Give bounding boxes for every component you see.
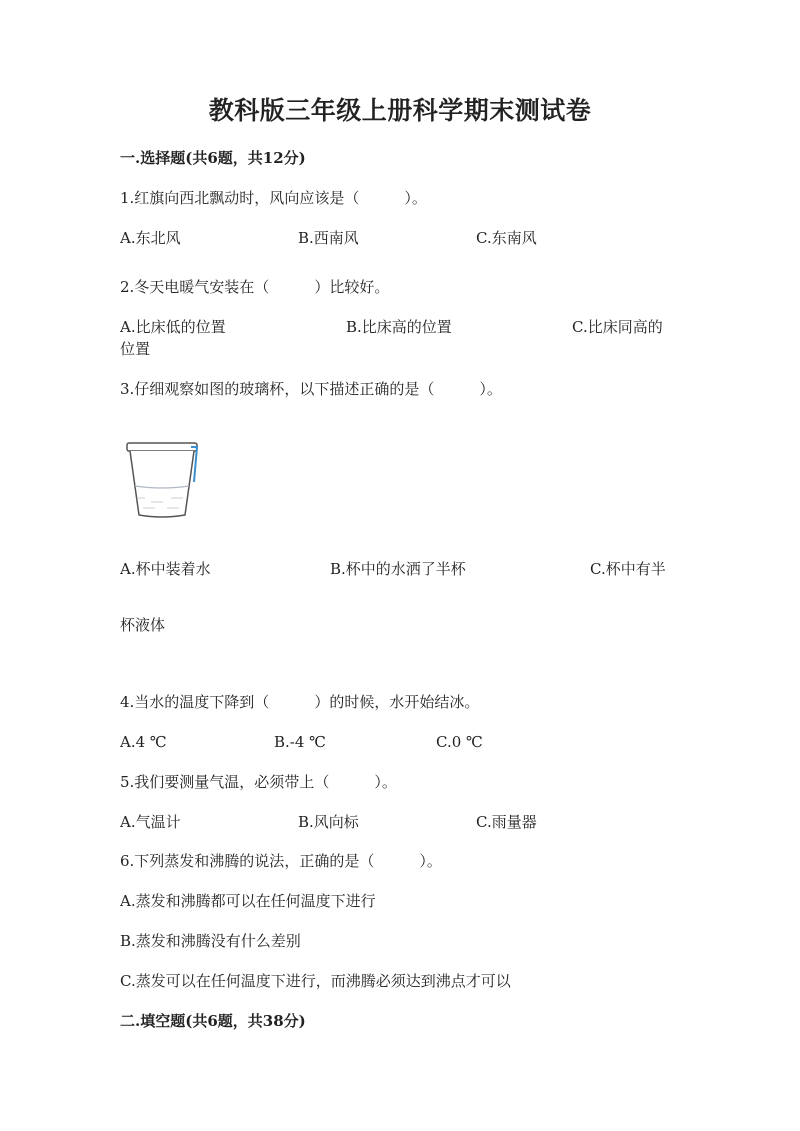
question-4-option-c: C.0 ℃ <box>436 733 483 751</box>
question-3-option-a: A.杯中装着水 <box>120 560 211 578</box>
question-6-option-a: A.蒸发和沸腾都可以在任何温度下进行 <box>120 892 376 910</box>
question-1-option-a: A.东北风 <box>120 229 181 247</box>
question-6-option-c: C.蒸发可以在任何温度下进行，而沸腾必须达到沸点才可以 <box>120 972 511 990</box>
question-5-option-c: C.雨量器 <box>476 813 537 831</box>
page-title: 教科版三年级上册科学期末测试卷 <box>208 96 592 125</box>
glass-cup-image <box>125 440 200 520</box>
question-4-option-b: B.-4 ℃ <box>274 733 326 751</box>
question-2-stem: 2.冬天电暖气安装在（ ）比较好。 <box>120 278 390 296</box>
question-3-option-c: C.杯中有半 <box>590 560 666 578</box>
question-5-option-b: B.风向标 <box>298 813 359 831</box>
question-6-stem: 6.下列蒸发和沸腾的说法，正确的是（ ）。 <box>120 852 442 870</box>
question-4-stem: 4.当水的温度下降到（ ）的时候，水开始结冰。 <box>120 693 480 711</box>
question-2-option-c-wrap: 位置 <box>120 340 151 358</box>
question-2-option-a: A.比床低的位置 <box>120 318 226 336</box>
question-1-stem: 1.红旗向西北飘动时，风向应该是（ ）。 <box>120 189 427 207</box>
question-1-option-c: C.东南风 <box>476 229 537 247</box>
question-1-option-b: B.西南风 <box>298 229 359 247</box>
question-4-option-a: A.4 ℃ <box>120 733 167 751</box>
question-5-stem: 5.我们要测量气温，必须带上（ ）。 <box>120 773 397 791</box>
question-2-option-c: C.比床同高的 <box>572 318 663 336</box>
question-3-stem: 3.仔细观察如图的玻璃杯，以下描述正确的是（ ）。 <box>120 380 502 398</box>
question-3-option-b: B.杯中的水洒了半杯 <box>330 560 466 578</box>
question-5-option-a: A.气温计 <box>120 813 181 831</box>
question-6-option-b: B.蒸发和沸腾没有什么差别 <box>120 932 301 950</box>
question-2-option-b: B.比床高的位置 <box>346 318 452 336</box>
question-3-option-c-wrap: 杯液体 <box>120 616 166 634</box>
section-heading-choice: 一.选择题(共6题，共12分) <box>120 149 306 167</box>
section-heading-fill-blank: 二.填空题(共6题，共38分) <box>120 1012 306 1030</box>
